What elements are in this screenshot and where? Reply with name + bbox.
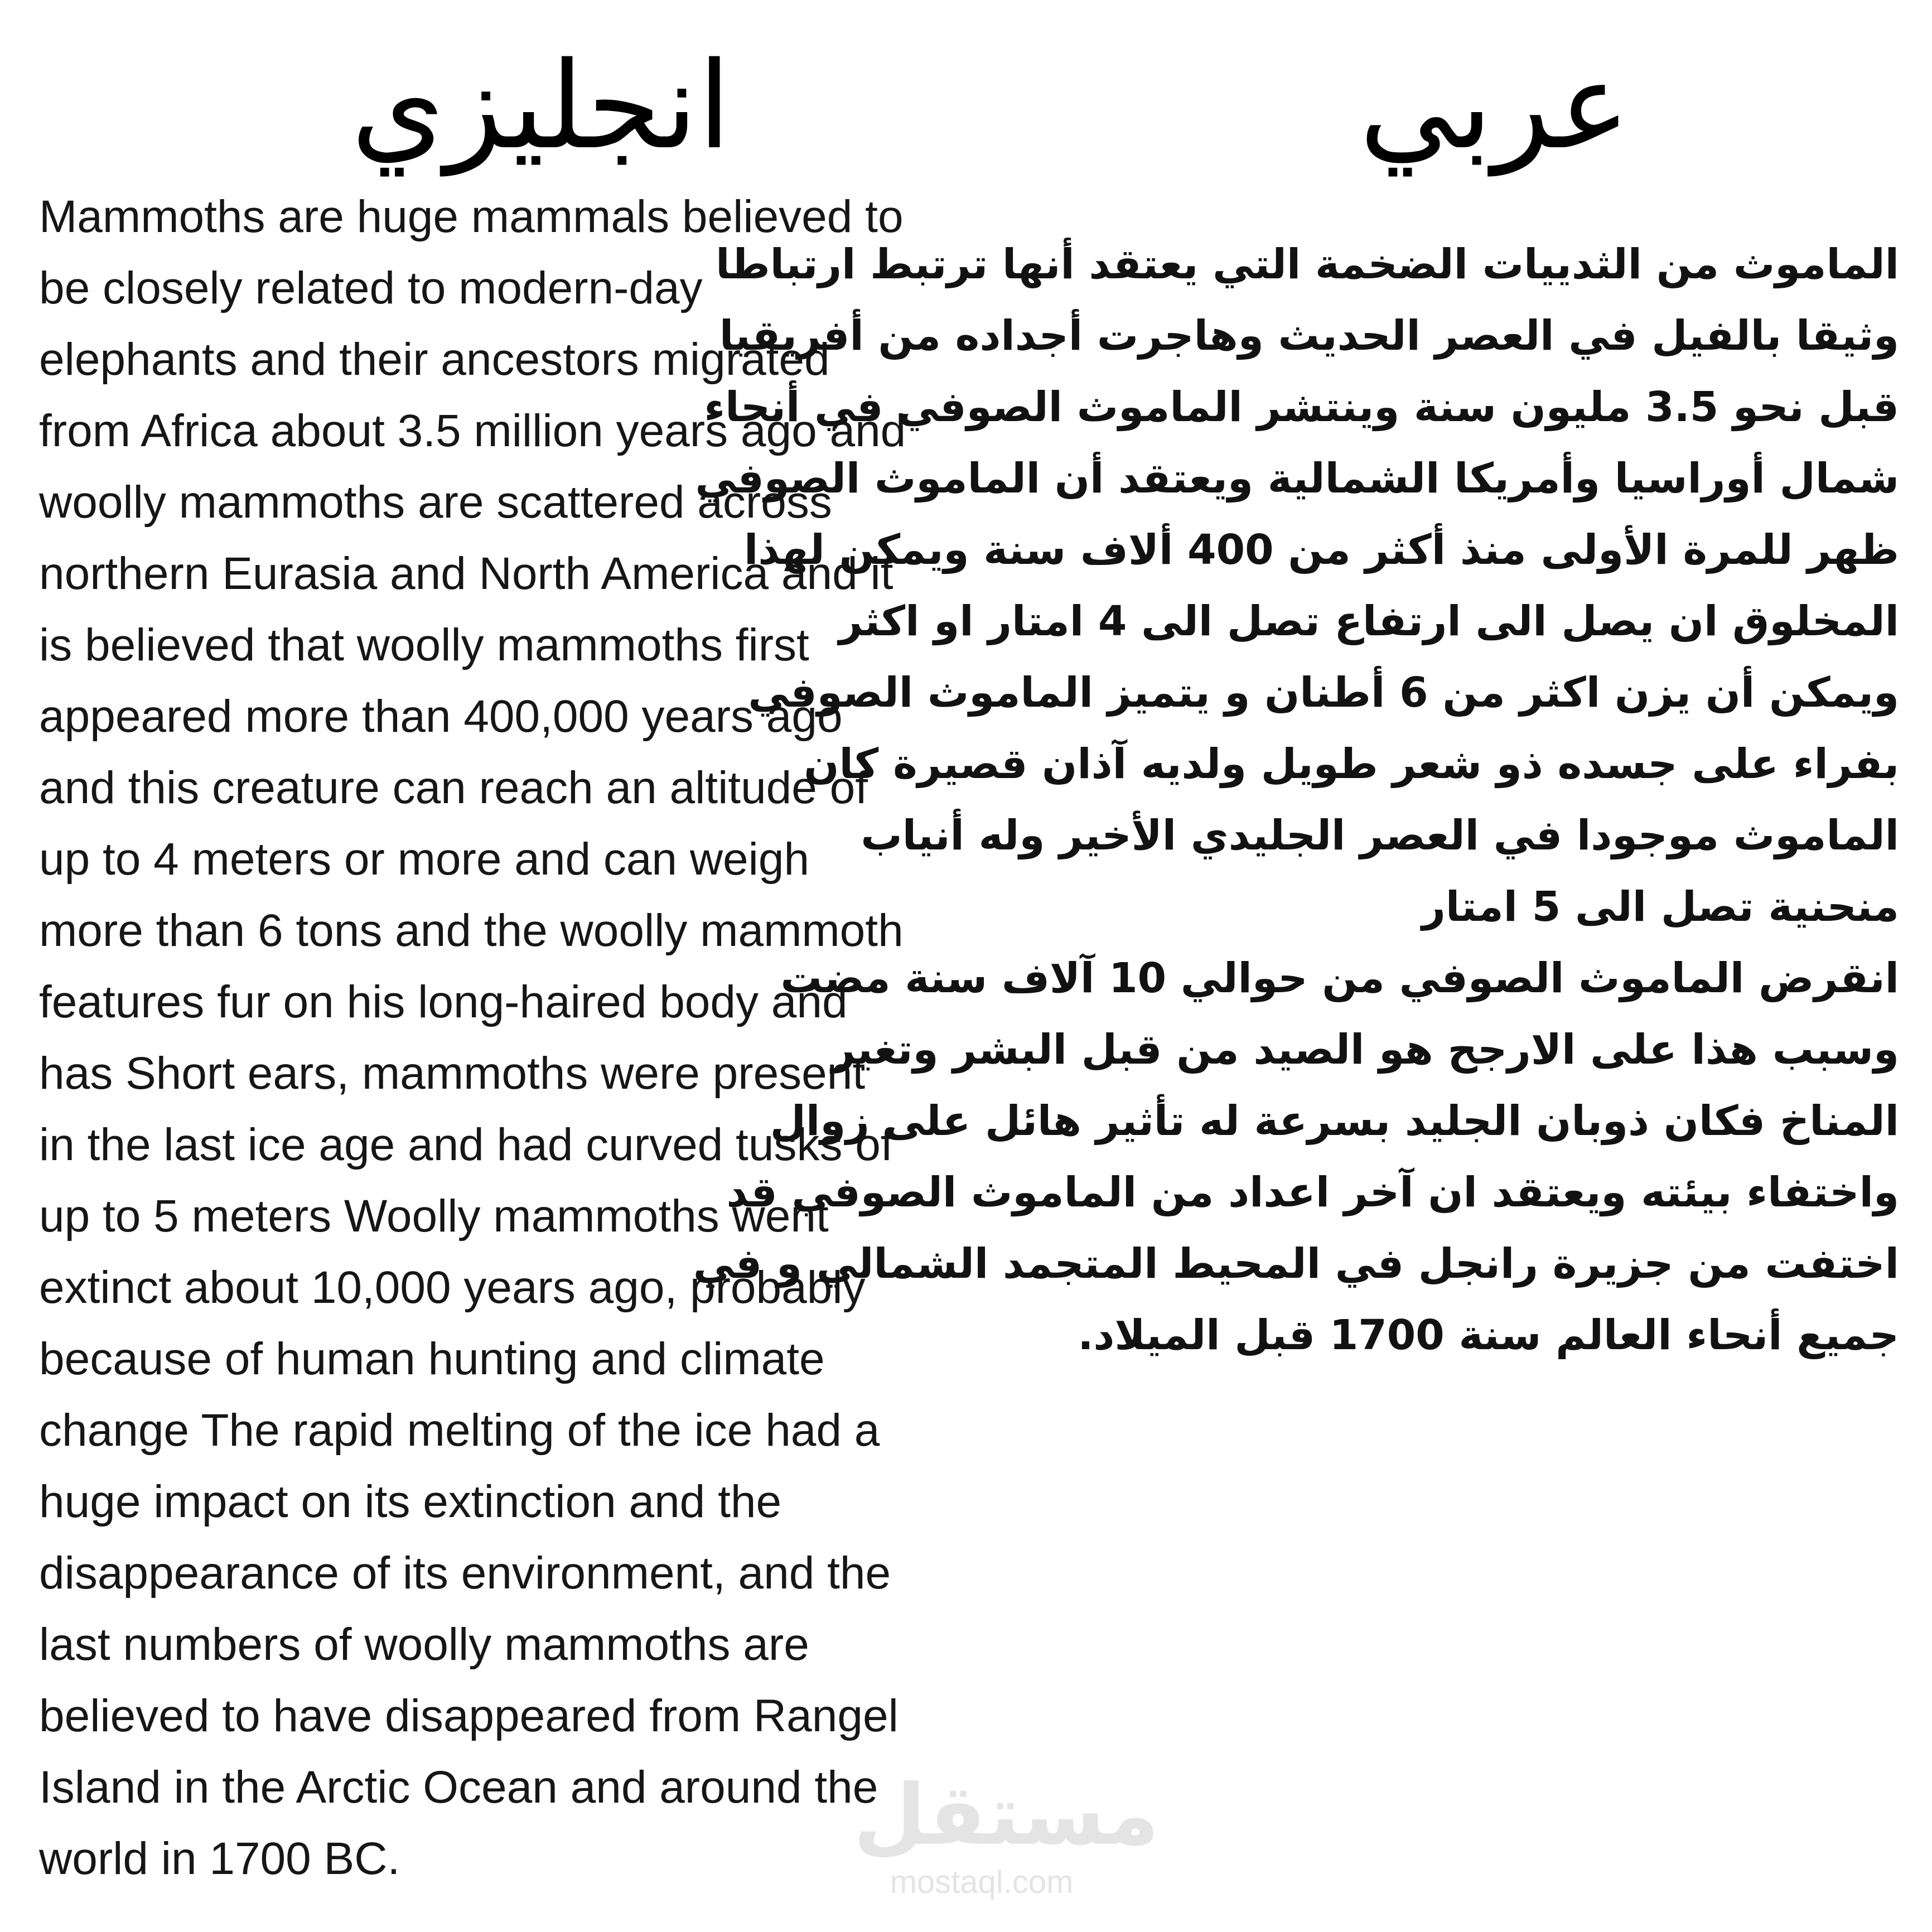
text-line: المناخ فكان ذوبان الجليد بسرعة له تأثير هائل على زوال bbox=[770, 1097, 1899, 1145]
text-line: قبل نحو 3.5 مليون سنة وينتشر الماموث الصوفي في أنحاء bbox=[704, 383, 1899, 431]
text-line: منحنية تصل الى 5 امتار bbox=[1422, 883, 1899, 931]
text-line: believed to have disappeared from Rangel bbox=[39, 1690, 899, 1741]
arabic-text-column bbox=[693, 229, 1899, 1371]
text-line: disappearance of its environment, and the bbox=[39, 1548, 891, 1598]
text-line: more than 6 tons and the woolly mammoth bbox=[39, 905, 904, 956]
text-line: وثيقا بالفيل في العصر الحديث وهاجرت أجداده من أفريقيا bbox=[719, 312, 1899, 360]
text-line: and this creature can reach an altitude of bbox=[39, 762, 868, 813]
text-line: up to 5 meters Woolly mammoths went bbox=[39, 1191, 829, 1242]
text-line: بفراء على جسده ذو شعر طويل ولديه آذان قصيرة كان bbox=[804, 740, 1899, 788]
text-line: change The rapid melting of the ice had a bbox=[39, 1405, 880, 1456]
arabic-heading: عربي bbox=[1359, 36, 1630, 176]
text-line: be closely related to modern-day bbox=[39, 263, 703, 313]
text-line: شمال أوراسيا وأمريكا الشمالية ويعتقد أن الماموث الصوفي bbox=[695, 455, 1899, 503]
text-line: Mammoths are huge mammals believed to bbox=[39, 191, 904, 242]
text-line: Island in the Arctic Ocean and around the bbox=[39, 1762, 878, 1813]
text-line: المخلوق ان يصل الى ارتفاع تصل الى 4 امتار او اكثر bbox=[838, 597, 1899, 645]
text-line: ويمكن أن يزن اكثر من 6 أطنان و يتميز الماموث الصوفي bbox=[748, 669, 1899, 717]
text-line: from Africa about 3.5 million years ago and bbox=[39, 405, 906, 456]
english-heading: انجليزي bbox=[351, 36, 731, 176]
text-line: features fur on his long-haired body and bbox=[39, 977, 848, 1027]
text-line: extinct about 10,000 years ago, probably bbox=[39, 1262, 866, 1313]
text-line: اختفت من جزيرة رانجل في المحيط المتجمد الشمالي و في bbox=[693, 1240, 1899, 1288]
text-line: world in 1700 BC. bbox=[39, 1833, 400, 1884]
text-line: northern Eurasia and North America and it bbox=[39, 548, 893, 599]
text-line: huge impact on its extinction and the bbox=[39, 1476, 782, 1527]
text-line: ظهر للمرة الأولى منذ أكثر من 400 ألاف سنة ويمكن لهذا bbox=[744, 526, 1899, 574]
text-line: is believed that woolly mammoths first bbox=[39, 620, 809, 670]
text-line: has Short ears, mammoths were present bbox=[39, 1048, 866, 1099]
text-line: جميع أنحاء العالم سنة 1700 قبل الميلاد. bbox=[1078, 1311, 1899, 1359]
text-line: انقرض الماموث الصوفي من حوالي 10 آلاف سنة مضت bbox=[780, 954, 1899, 1002]
text-line: up to 4 meters or more and can weigh bbox=[39, 834, 810, 885]
text-line: appeared more than 400,000 years ago bbox=[39, 691, 843, 742]
text-line: last numbers of woolly mammoths are bbox=[39, 1619, 809, 1670]
text-line: الماموث من الثدييات الضخمة التي يعتقد أنها ترتبط ارتباطا bbox=[716, 240, 1899, 288]
text-line: woolly mammoths are scattered across bbox=[39, 477, 832, 528]
text-line: because of human hunting and climate bbox=[39, 1334, 825, 1384]
text-line: الماموث موجودا في العصر الجليدي الأخير وله أنياب bbox=[861, 812, 1899, 859]
watermark-url: mostaql.com bbox=[890, 1864, 1074, 1900]
text-line: وسبب هذا على الارجح هو الصيد من قبل البشر وتغير bbox=[831, 1026, 1899, 1074]
watermark-logo: مستقل bbox=[853, 1767, 1160, 1864]
text-line: واختفاء بيئته ويعتقد ان آخر اعداد من الماموث الصوفي قد bbox=[726, 1168, 1899, 1216]
text-line: in the last ice age and had curved tusks of bbox=[39, 1119, 893, 1170]
text-line: elephants and their ancestors migrated bbox=[39, 334, 830, 385]
